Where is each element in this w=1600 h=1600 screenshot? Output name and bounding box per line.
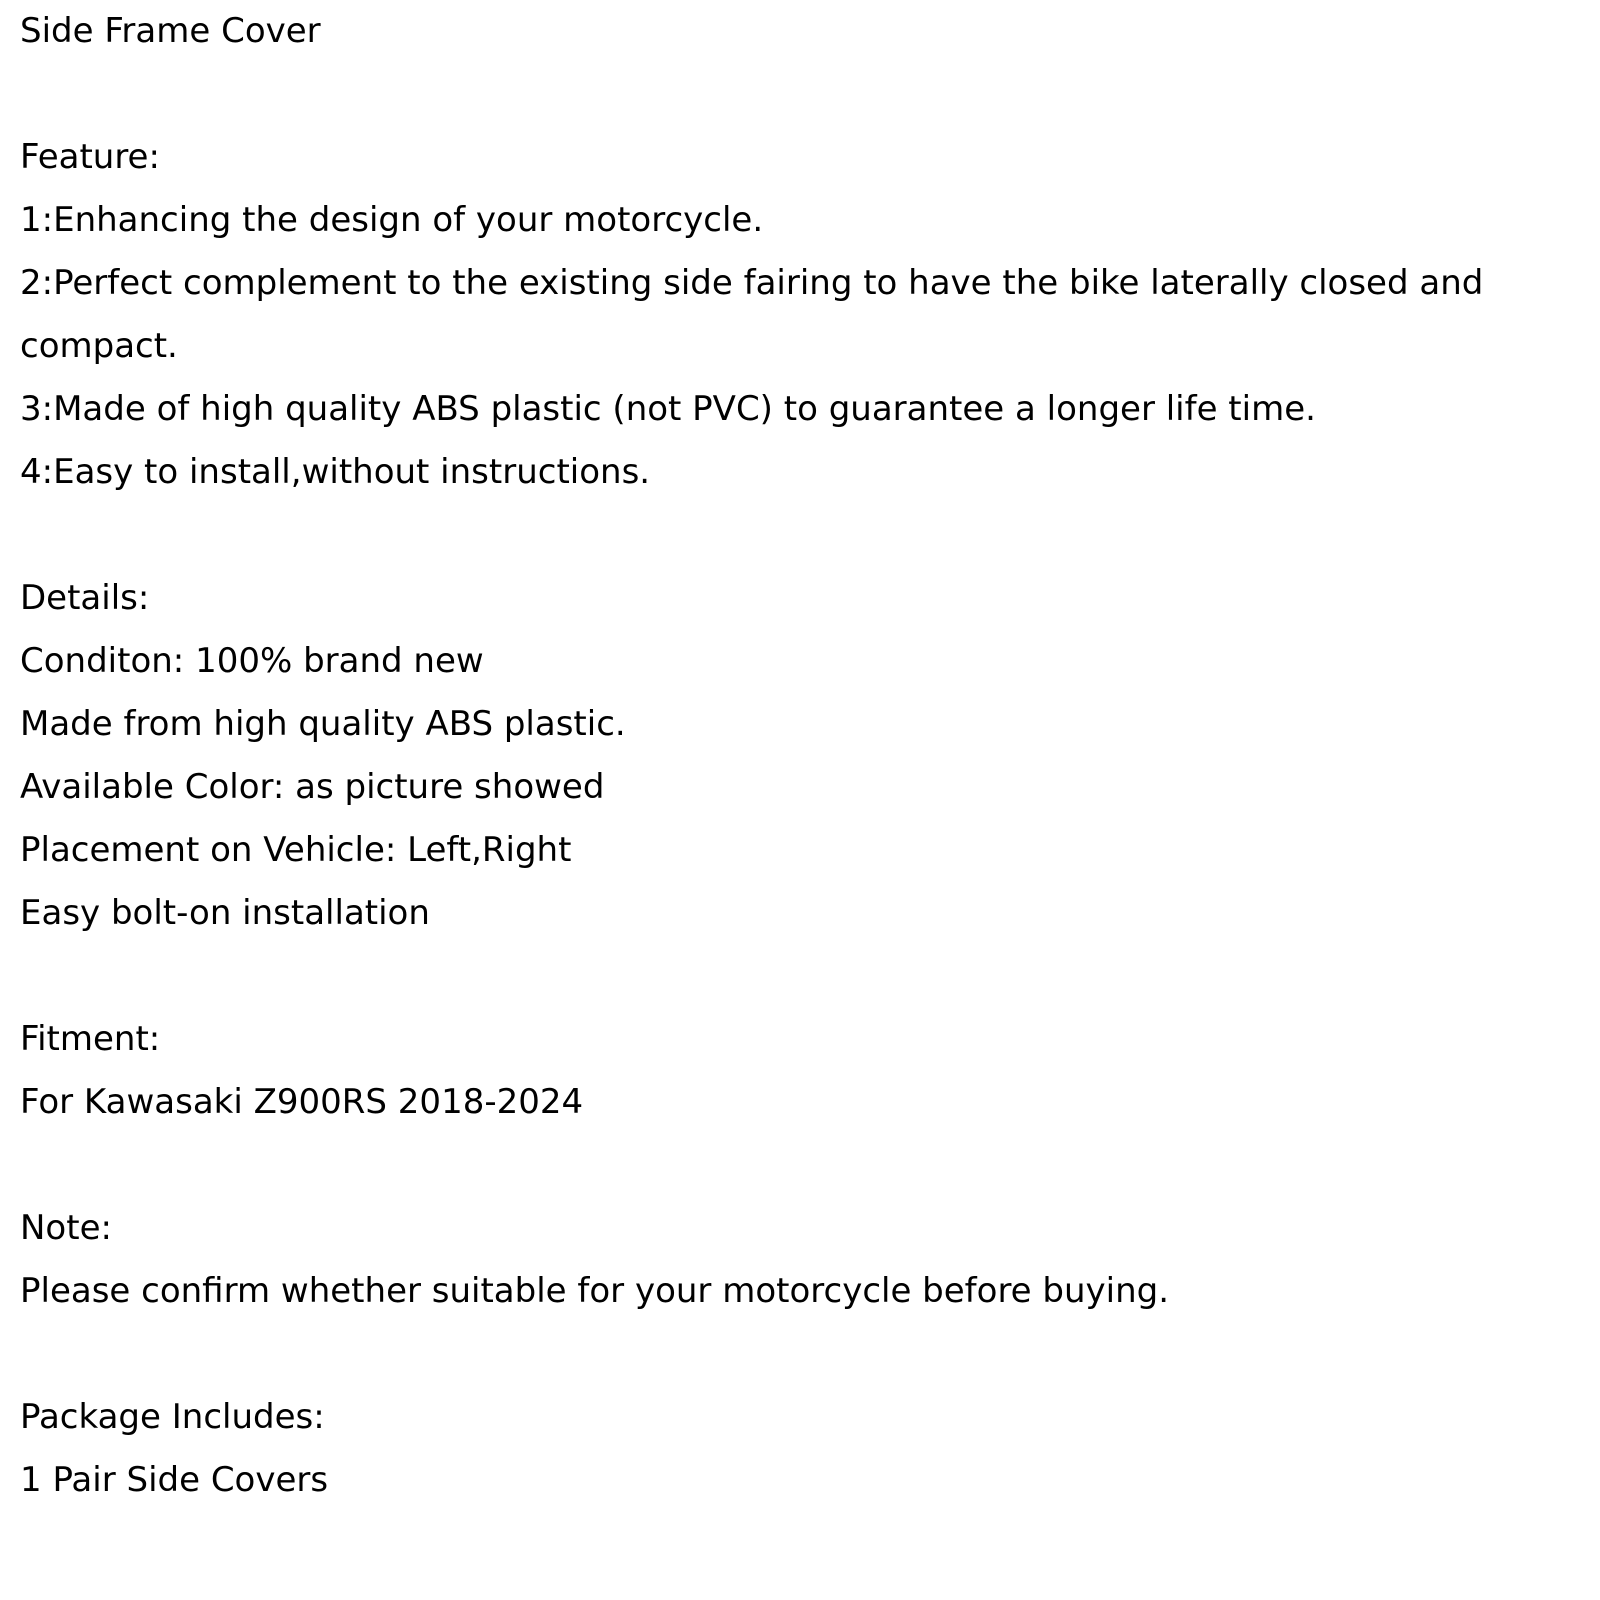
document-title: Side Frame Cover (20, 11, 321, 51)
details-item-placement: Placement on Vehicle: Left,Right (20, 830, 572, 870)
note-heading: Note: (20, 1208, 112, 1248)
feature-item-4: 4:Easy to install,without instructions. (20, 452, 651, 492)
details-item-condition: Conditon: 100% brand new (20, 641, 484, 681)
spacer (20, 1134, 1580, 1197)
feature-item-1: 1:Enhancing the design of your motorcycle. (20, 200, 764, 240)
spacer (20, 504, 1580, 567)
spacer (20, 1323, 1580, 1386)
package-item: 1 Pair Side Covers (20, 1460, 329, 1500)
feature-item-2: 2:Perfect complement to the existing side fairing to have the bike laterally closed and compact. (20, 263, 1484, 366)
feature-heading: Feature: (20, 137, 160, 177)
spacer (20, 63, 1580, 126)
note-item: Please confirm whether suitable for your motorcycle before buying. (20, 1271, 1170, 1311)
package-heading: Package Includes: (20, 1397, 325, 1437)
details-item-installation: Easy bolt-on installation (20, 893, 430, 933)
fitment-heading: Fitment: (20, 1019, 161, 1059)
details-heading: Details: (20, 578, 150, 618)
feature-item-3: 3:Made of high quality ABS plastic (not PVC) to guarantee a longer life time. (20, 389, 1316, 429)
fitment-item: For Kawasaki Z900RS 2018-2024 (20, 1082, 584, 1122)
details-item-color: Available Color: as picture showed (20, 767, 605, 807)
spacer (20, 945, 1580, 1008)
details-item-material: Made from high quality ABS plastic. (20, 704, 626, 744)
